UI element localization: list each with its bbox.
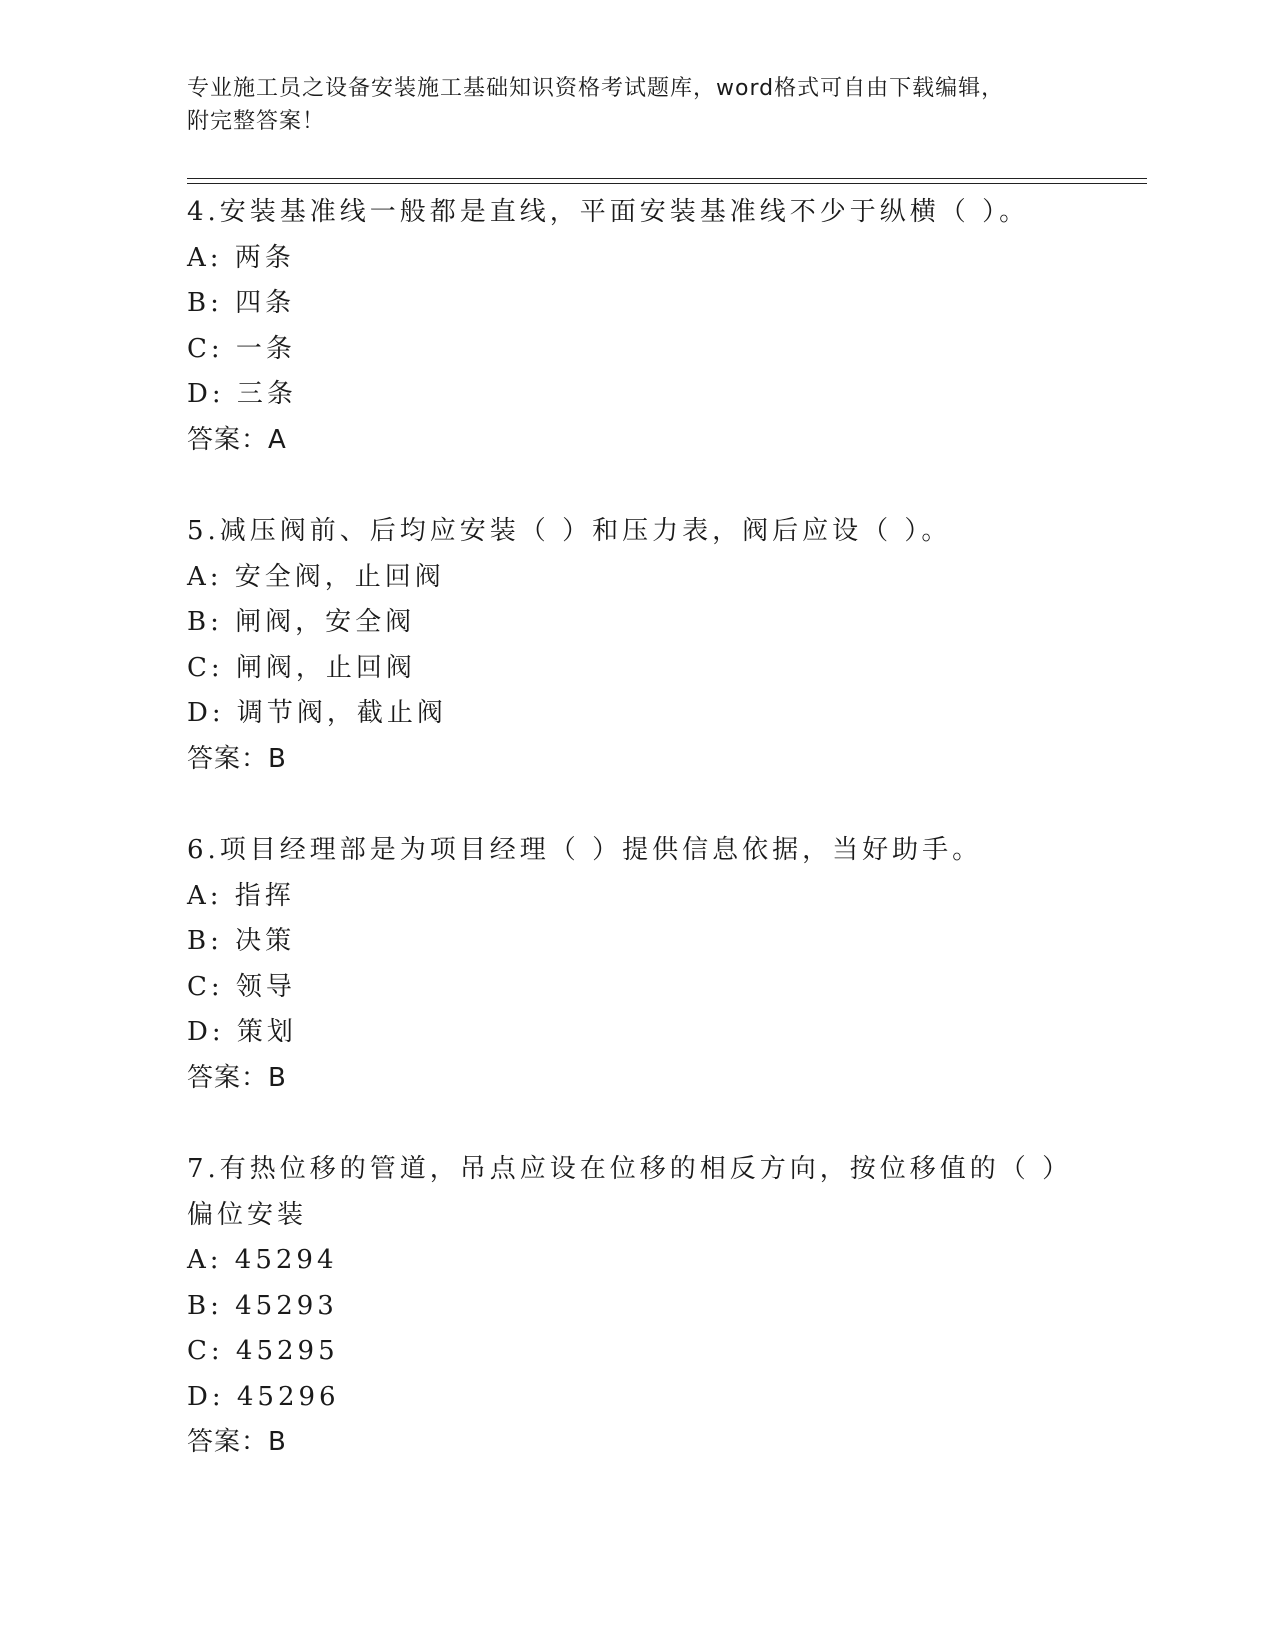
option-b: B: 闸阀，安全阀 bbox=[187, 607, 416, 637]
option-c: C: 领导 bbox=[187, 971, 296, 1002]
answer-label: 答案：B bbox=[187, 1062, 287, 1093]
option-a: A: 指挥 bbox=[187, 880, 295, 911]
header-line-1: 专业施工员之设备安装施工基础知识资格考试题库，word格式可自由下载编辑， bbox=[187, 76, 1005, 101]
question-text: 4.安装基准线一般都是直线，平面安装基准线不少于纵横（ ）。 bbox=[187, 197, 1030, 227]
question-4 bbox=[187, 190, 1087, 463]
question-7 bbox=[187, 1147, 1087, 1466]
answer-label: 答案：B bbox=[187, 743, 287, 774]
question-list bbox=[187, 190, 1087, 1512]
answer-label: 答案：A bbox=[187, 424, 287, 455]
header-line-2: 附完整答案！ bbox=[187, 109, 326, 134]
option-d: D: 三条 bbox=[187, 379, 297, 409]
option-d: D: 策划 bbox=[187, 1017, 297, 1047]
option-c: C: 闸阀，止回阀 bbox=[187, 652, 416, 683]
option-a: A: 两条 bbox=[187, 242, 295, 273]
option-a: A: 安全阀，止回阀 bbox=[187, 561, 445, 592]
option-c: C: 一条 bbox=[187, 333, 296, 364]
question-6 bbox=[187, 828, 1087, 1101]
document-header bbox=[187, 72, 1087, 138]
option-b: B: 四条 bbox=[187, 288, 296, 318]
option-d: D: 45296 bbox=[187, 1381, 340, 1412]
answer-label: 答案：B bbox=[187, 1427, 287, 1457]
header-divider-top bbox=[187, 178, 1147, 179]
header-divider-bottom bbox=[187, 183, 1147, 184]
option-d: D: 调节阀，截止阀 bbox=[187, 698, 447, 728]
question-text: 5.减压阀前、后均应安装（ ）和压力表，阀后应设（ ）。 bbox=[187, 516, 952, 546]
question-text: 7.有热位移的管道，吊点应设在位移的相反方向，按位移值的（ ）偏位安装 bbox=[187, 1154, 1060, 1230]
question-5 bbox=[187, 509, 1087, 782]
option-a: A: 45294 bbox=[187, 1245, 338, 1275]
question-text: 6.项目经理部是为项目经理（ ）提供信息依据，当好助手。 bbox=[187, 835, 983, 865]
option-c: C: 45295 bbox=[187, 1336, 339, 1366]
option-b: B: 决策 bbox=[187, 926, 296, 956]
option-b: B: 45293 bbox=[187, 1290, 338, 1321]
